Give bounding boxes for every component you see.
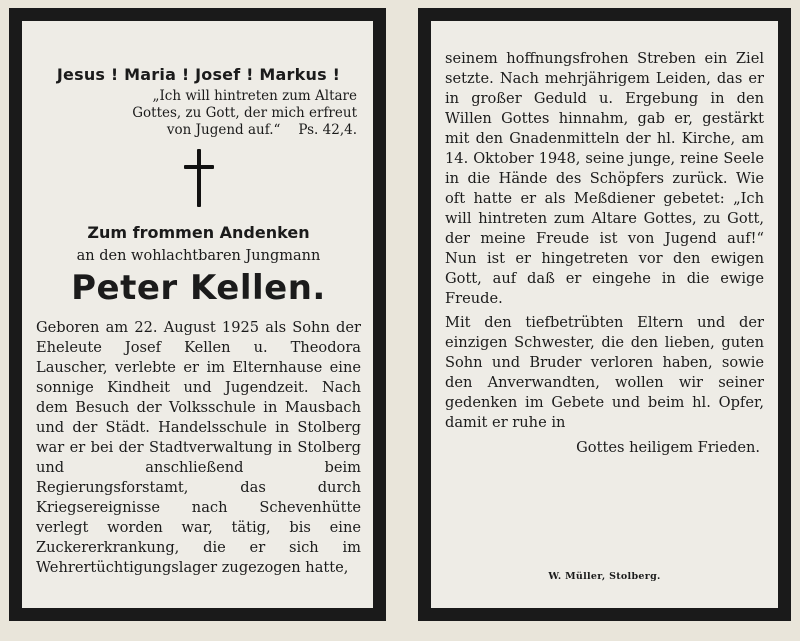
- psalm-epigraph: [36, 88, 361, 139]
- family-remembrance: Mit den tiefbetrübten Eltern und der einzigen Schwester, die den lieben, guten Sohn und Bruder verloren haben, sowie den Anverwandten, wollen wir seiner gedenken im Gebete und beim hl. Opfer, damit er ruhe in: [445, 314, 764, 431]
- left-panel: [9, 8, 386, 621]
- cross-icon: [182, 149, 216, 209]
- left-panel-content: [22, 21, 373, 608]
- biography-continuation: seinem hoffnungsfrohen Streben ein Ziel setzte. Nach mehrjährigem Leiden, das er in großer Geduld u. Ergebung in den Willen Gottes hinnahm, gab er, gestärkt mit den Gnadenmitteln der hl. Kirche, am 14. Oktober 1948, seine junge, reine Seele in die Hände des Schöpfers zurück. Wie oft hatte er als Meßdiener gebetet: „Ich will hintreten zum Altare Gottes, zu Gott, der meine Freude ist von Jugend auf!“ Nun ist er hingetreten vor den ewigen Gott, auf daß er eingehe in die ewige Freude.: [445, 50, 764, 307]
- invocation-heading: Jesus ! Maria ! Josef ! Markus !: [56, 65, 341, 84]
- epigraph-line: Gottes, zu Gott, der mich erfreut: [132, 105, 357, 121]
- right-panel-content: [431, 21, 778, 608]
- memorial-title: Zum frommen Andenken: [87, 223, 310, 242]
- epigraph-line: „Ich will hintreten zum Altare: [152, 88, 357, 104]
- printer-imprint: W. Müller, Stolberg.: [548, 571, 661, 582]
- psalm-reference: Ps. 42,4.: [298, 122, 357, 138]
- right-panel: [418, 8, 791, 621]
- biography-text: Geboren am 22. August 1925 als Sohn der Eheleute Josef Kellen u. Theodora Lauscher, verlebte er im Elternhause eine sonnige Kindheit und Jugendzeit. Nach dem Besuch der Volksschule in Mausbach und der Städt. Handelsschule in Stolberg war er bei der Stadtverwaltung in Stolberg und anschließend beim Regierungsforstamt, das durch Kriegsereignisse nach Schevenhütte verlegt worden war, tätig, bis eine Zuckererkrankung, die er sich im Wehrertüchtigungslager zugezogen hatte,: [36, 319, 361, 576]
- epigraph-line: von Jugend auf.“: [166, 122, 281, 138]
- deceased-name: Peter Kellen.: [71, 268, 326, 308]
- dedication-line: an den wohlachtbaren Jungmann: [76, 248, 321, 264]
- epigraph-line-final: [36, 122, 357, 139]
- closing-line: Gottes heiligem Frieden.: [576, 439, 760, 456]
